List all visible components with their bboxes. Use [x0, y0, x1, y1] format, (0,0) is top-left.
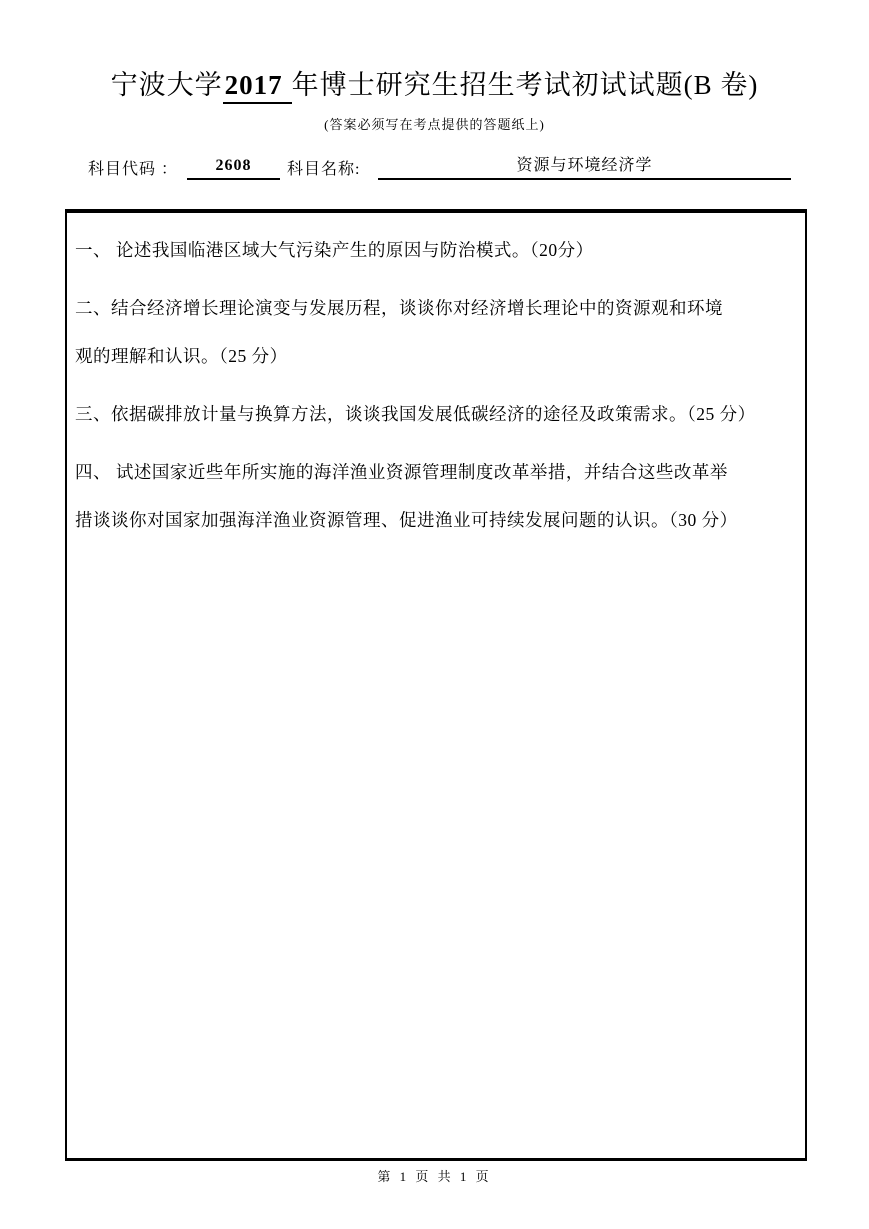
question-2-line-1: 二、结合经济增长理论演变与发展历程，谈谈你对经济增长理论中的资源观和环境: [75, 298, 723, 318]
subject-name-label: 科目名称:: [287, 161, 361, 178]
subject-code-label: 科目代码 ：: [88, 161, 179, 178]
question-2-line-2: 观的理解和认识。（25 分）: [75, 346, 288, 366]
subject-info-row: [0, 154, 869, 181]
question-2: [75, 284, 798, 380]
question-1-line-1: 一、 论述我国临港区域大气污染产生的原因与防治模式。（20分）: [75, 240, 594, 260]
page-title: [0, 63, 869, 104]
title-prefix: 宁波大学: [110, 70, 223, 100]
subject-name-value: 资源与环境经济学: [378, 154, 791, 180]
question-4-line-2: 措谈谈你对国家加强海洋渔业资源管理、促进渔业可持续发展问题的认识。（30 分）: [75, 510, 738, 530]
title-year-underlined: 2017: [223, 70, 292, 104]
questions-box: [65, 209, 807, 1161]
answer-sheet-note: (答案必须写在考点提供的答题纸上): [324, 117, 545, 132]
question-1: [75, 226, 798, 274]
page-number-footer: 第 1 页 共 1 页: [377, 1169, 492, 1184]
question-4: [75, 448, 798, 544]
title-suffix: 年博士研究生招生考试初试试题(B 卷): [291, 70, 759, 100]
subject-code-value: 2608: [187, 154, 280, 180]
question-3-line-1: 三、依据碳排放计量与换算方法，谈谈我国发展低碳经济的途径及政策需求。（25 分）: [75, 404, 756, 424]
question-4-line-1: 四、 试述国家近些年所实施的海洋渔业资源管理制度改革举措，并结合这些改革举: [75, 462, 728, 482]
question-3: [75, 390, 798, 438]
